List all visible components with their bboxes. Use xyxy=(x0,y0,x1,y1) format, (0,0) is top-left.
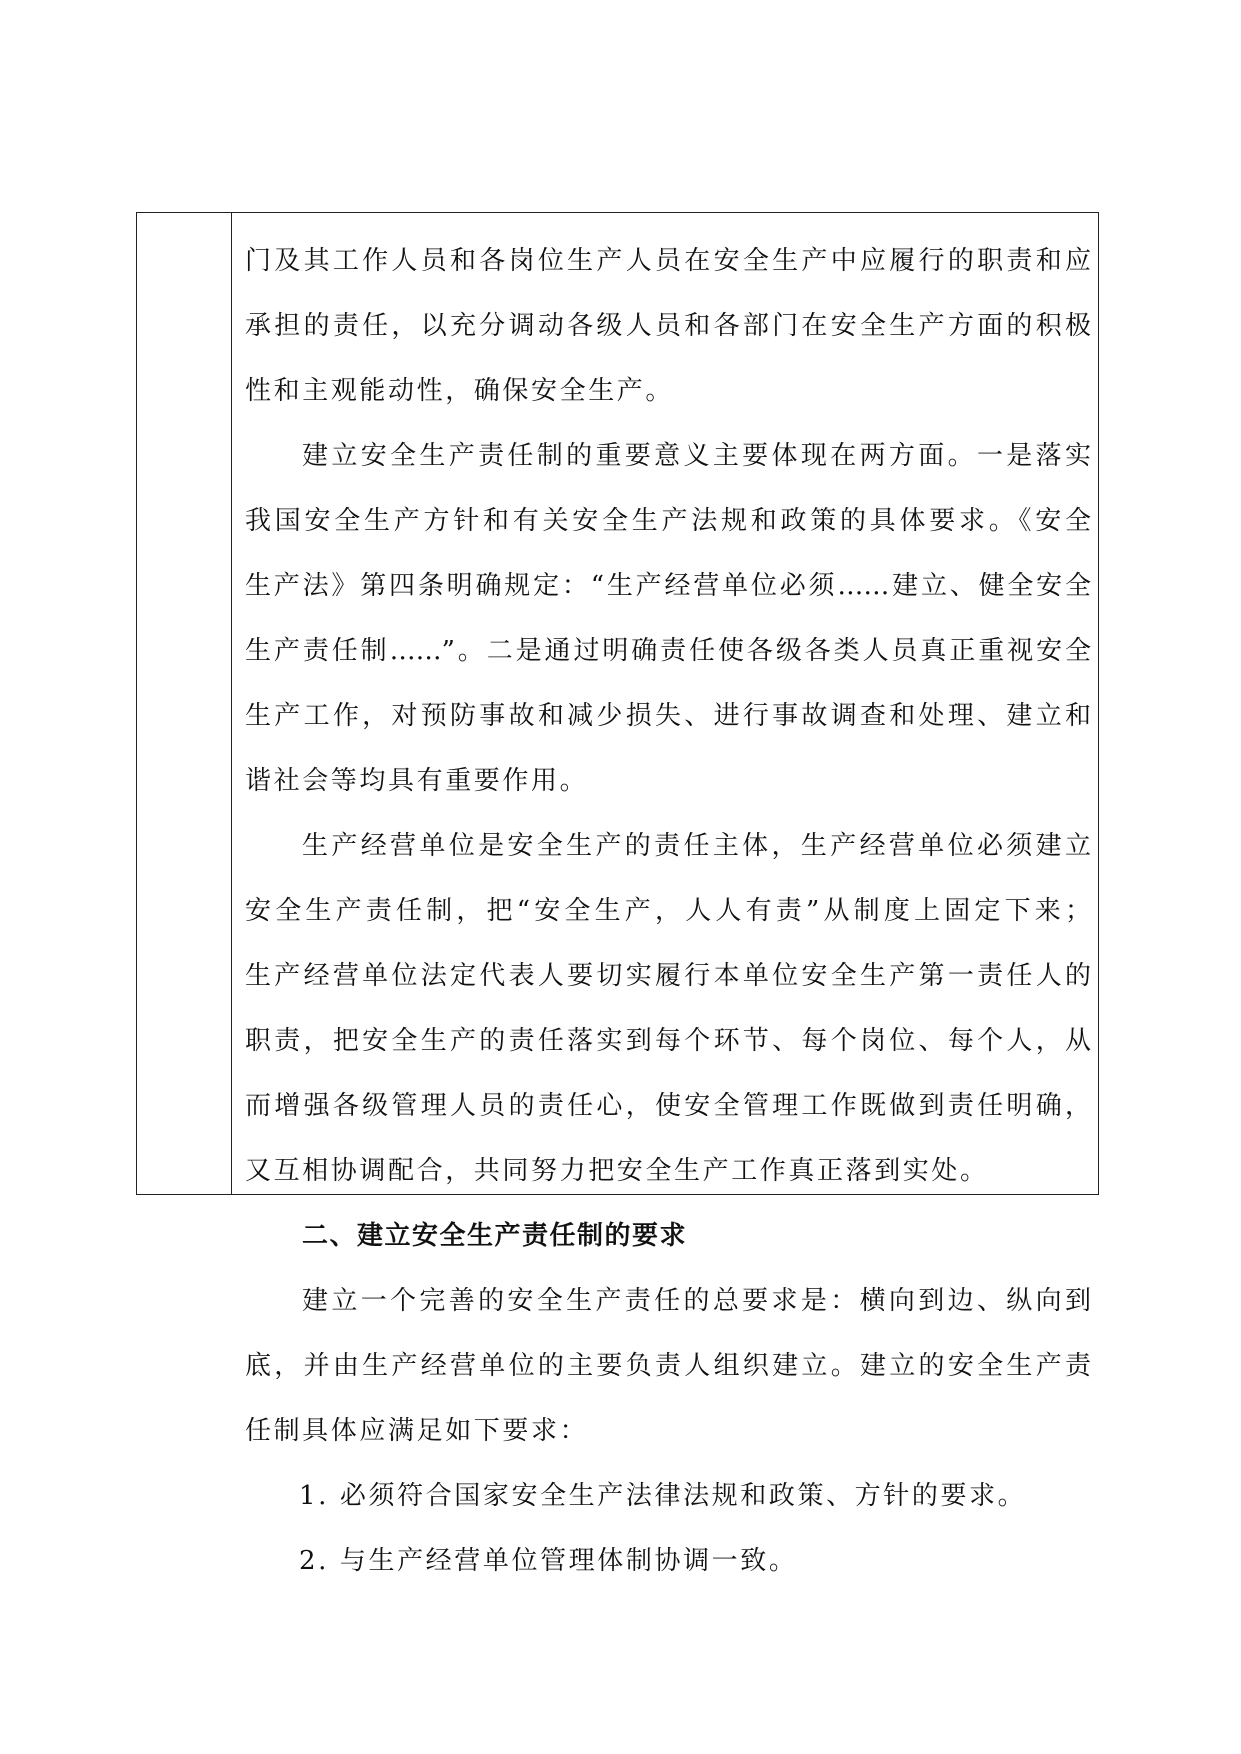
text-line: 安全生产责任制，把“安全生产，人人有责”从制度上固定下来； xyxy=(245,896,1091,926)
text-line: 我国安全生产方针和有关安全生产法规和政策的具体要求。《安全 xyxy=(245,506,1091,536)
text-line: 生产工作，对预防事故和减少损失、进行事故调查和处理、建立和 xyxy=(245,701,1091,731)
text-line: 性和主观能动性，确保安全生产。 xyxy=(245,376,675,406)
text-line: 任制具体应满足如下要求： xyxy=(245,1416,589,1446)
text-line: 底，并由生产经营单位的主要负责人组织建立。建立的安全生产责 xyxy=(245,1351,1091,1381)
section-heading: 二、建立安全生产责任制的要求 xyxy=(302,1221,688,1251)
text-line: 谐社会等均具有重要作用。 xyxy=(245,766,589,796)
text-line: 又互相协调配合，共同努力把安全生产工作真正落到实处。 xyxy=(245,1156,989,1186)
text-line: 生产责任制……”。二是通过明确责任使各级各类人员真正重视安全 xyxy=(245,636,1091,666)
text-line: 生产经营单位法定代表人要切实履行本单位安全生产第一责任人的 xyxy=(245,961,1091,991)
text-line: 生产法》第四条明确规定：“生产经营单位必须……建立、健全安全 xyxy=(245,571,1091,601)
table-content-cell xyxy=(245,229,1091,1594)
column-divider xyxy=(231,213,232,1194)
document-table xyxy=(136,212,1099,1576)
text-line: 门及其工作人员和各岗位生产人员在安全生产中应履行的职责和应 xyxy=(245,246,1091,276)
text-line: 而增强各级管理人员的责任心，使安全管理工作既做到责任明确， xyxy=(245,1091,1091,1121)
paragraph-start-line: 建立一个完善的安全生产责任的总要求是：横向到边、纵向到 xyxy=(302,1286,1091,1316)
text-line: 职责，把安全生产的责任落实到每个环节、每个岗位、每个人，从 xyxy=(245,1026,1091,1056)
paragraph-start-line: 建立安全生产责任制的重要意义主要体现在两方面。一是落实 xyxy=(302,441,1091,471)
text-line: 承担的责任，以充分调动各级人员和各部门在安全生产方面的积极 xyxy=(245,311,1091,341)
list-item: 1. 必须符合国家安全生产法律法规和政策、方针的要求。 xyxy=(299,1481,1027,1511)
paragraph-start-line: 生产经营单位是安全生产的责任主体，生产经营单位必须建立 xyxy=(302,831,1091,861)
list-item: 2. 与生产经营单位管理体制协调一致。 xyxy=(299,1546,798,1576)
